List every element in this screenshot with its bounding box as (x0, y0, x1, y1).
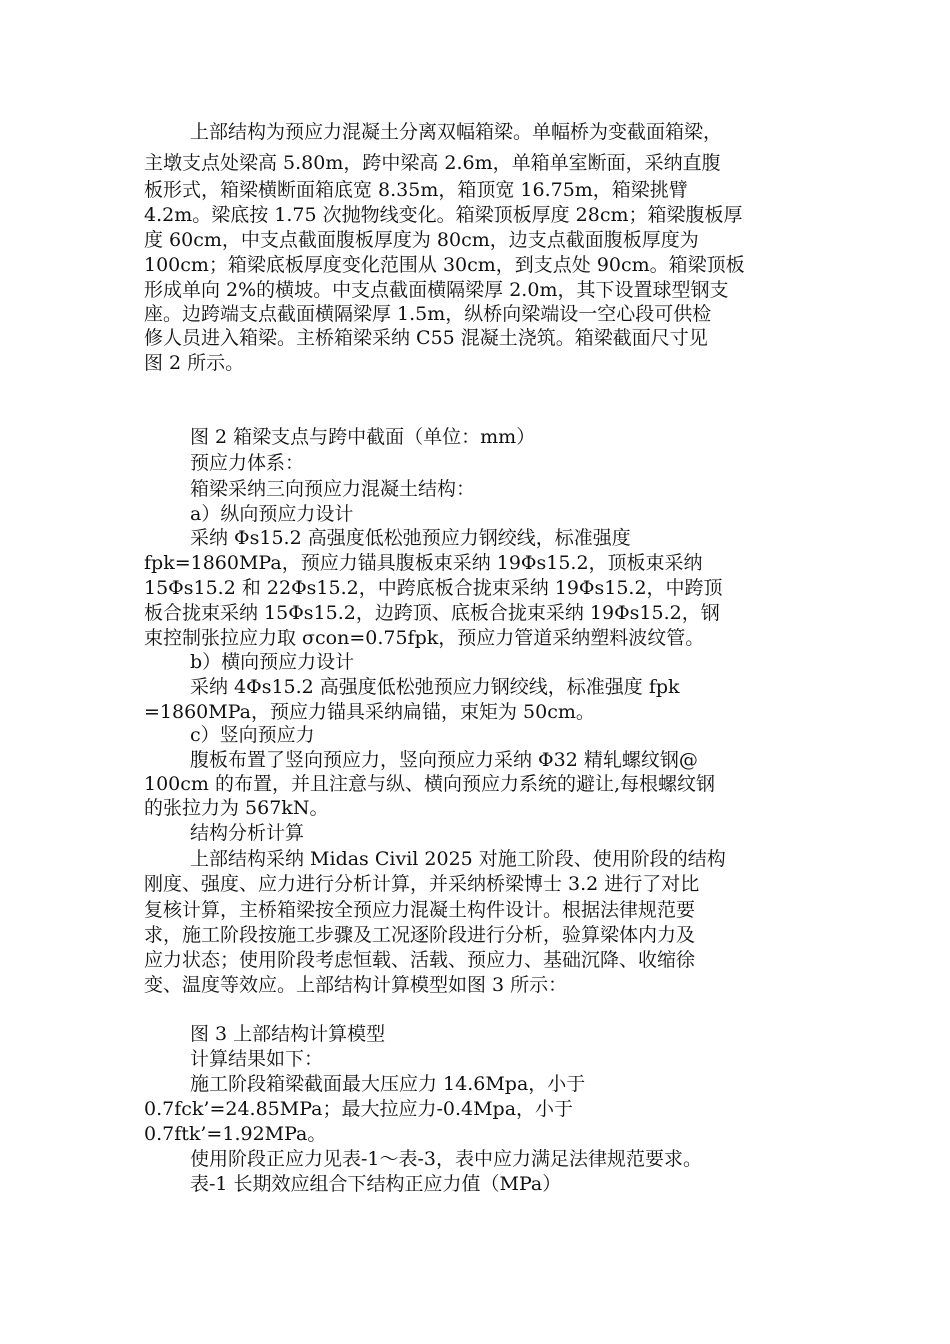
heading-vertical: c）竖向预应力 (190, 724, 315, 746)
para-a-line-1: 采纳 Φs15.2 高强度低松弛预应力钢绞线，标准强度 (190, 527, 631, 549)
para-a-line-3: 15Φs15.2 和 22Φs15.2，中跨底板合拢束采纳 19Φs15.2，中跨顶 (144, 577, 723, 599)
para-analysis-line-6: 变、温度等效应。上部结构计算模型如图 3 所示： (144, 974, 568, 996)
para-a-line-5: 束控制张拉应力取 σcon=0.75fpk，预应力管道采纳塑料波纹管。 (144, 627, 705, 649)
paragraph-1-line-3: 板形式，箱梁横断面箱底宽 8.35m，箱顶宽 16.75m，箱梁挑臂 (144, 179, 688, 201)
paragraph-1-line-5: 度 60cm，中支点截面腹板厚度为 80cm，边支点截面腹板厚度为 (144, 229, 699, 251)
analysis-title: 结构分析计算 (190, 822, 305, 844)
para-a-line-2: fpk=1860MPa，预应力锚具腹板束采纳 19Φs15.2，顶板束采纳 (144, 552, 703, 574)
heading-longitudinal: a）纵向预应力设计 (190, 503, 354, 525)
para-a-line-4: 板合拢束采纳 15Φs15.2，边跨顶、底板合拢束采纳 19Φs15.2，钢 (144, 602, 720, 624)
para-analysis-line-4: 求，施工阶段按施工步骤及工况逐阶段进行分析，验算梁体内力及 (144, 924, 696, 946)
para-b-line-2: =1860MPa，预应力锚具采纳扁锚，束矩为 50cm。 (144, 701, 595, 723)
para-use-stage: 使用阶段正应力见表-1～表-3，表中应力满足法律规范要求。 (190, 1148, 703, 1170)
para-results-line-2: 0.7fck’=24.85MPa；最大拉应力-0.4Mpa，小于 (144, 1098, 574, 1120)
para-analysis-line-3: 复核计算，主桥箱梁按全预应力混凝土构件设计。根据法律规范要 (144, 899, 696, 921)
paragraph-1-line-8: 座。边跨端支点截面横隔梁厚 1.5m，纵桥向梁端设一空心段可供检 (144, 303, 712, 325)
paragraph-1-line-1: 上部结构为预应力混凝土分离双幅箱梁。单幅桥为变截面箱梁， (190, 121, 723, 143)
para-b-line-1: 采纳 4Φs15.2 高强度低松弛预应力钢绞线，标准强度 fpk (190, 676, 680, 698)
paragraph-1-line-10: 图 2 所示。 (144, 352, 245, 374)
paragraph-1-line-9: 修人员进入箱梁。主桥箱梁采纳 C55 混凝土浇筑。箱梁截面尺寸见 (144, 327, 708, 349)
figure-2-caption: 图 2 箱梁支点与跨中截面（单位：mm） (190, 426, 536, 448)
paragraph-1-line-7: 形成单向 2%的横坡。中支点截面横隔梁厚 2.0m，其下设置球型钢支 (144, 279, 729, 301)
paragraph-1-line-6: 100cm；箱梁底板厚度变化范围从 30cm，到支点处 90cm。箱梁顶板 (144, 254, 745, 276)
results-title: 计算结果如下： (190, 1048, 324, 1070)
prestress-system-title: 预应力体系： (190, 452, 305, 474)
para-c-line-1: 腹板布置了竖向预应力，竖向预应力采纳 Φ32 精轧螺纹钢@ (190, 749, 698, 771)
para-results-line-3: 0.7ftk’=1.92MPa。 (144, 1123, 327, 1145)
para-c-line-3: 的张拉力为 567kN。 (144, 797, 329, 819)
para-analysis-line-2: 刚度、强度、应力进行分析计算，并采纳桥梁博士 3.2 进行了对比 (144, 873, 700, 895)
paragraph-1-line-4: 4.2m。梁底按 1.75 次抛物线变化。箱梁顶板厚度 28cm；箱梁腹板厚 (144, 204, 743, 226)
figure-3-caption: 图 3 上部结构计算模型 (190, 1023, 386, 1045)
prestress-intro: 箱梁采纳三向预应力混凝土结构： (190, 478, 476, 500)
para-results-line-1: 施工阶段箱梁截面最大压应力 14.6Mpa，小于 (190, 1073, 586, 1095)
para-analysis-line-1: 上部结构采纳 Midas Civil 2025 对施工阶段、使用阶段的结构 (190, 848, 726, 870)
para-analysis-line-5: 应力状态；使用阶段考虑恒载、活载、预应力、基础沉降、收缩徐 (144, 949, 696, 971)
heading-transverse: b）横向预应力设计 (190, 651, 355, 673)
para-c-line-2: 100cm 的布置，并且注意与纵、横向预应力系统的避让,每根螺纹钢 (144, 773, 716, 795)
table-1-caption: 表-1 长期效应组合下结构正应力值（MPa） (190, 1173, 562, 1195)
paragraph-1-line-2: 主墩支点处梁高 5.80m，跨中梁高 2.6m，单箱单室断面，采纳直腹 (144, 152, 721, 174)
